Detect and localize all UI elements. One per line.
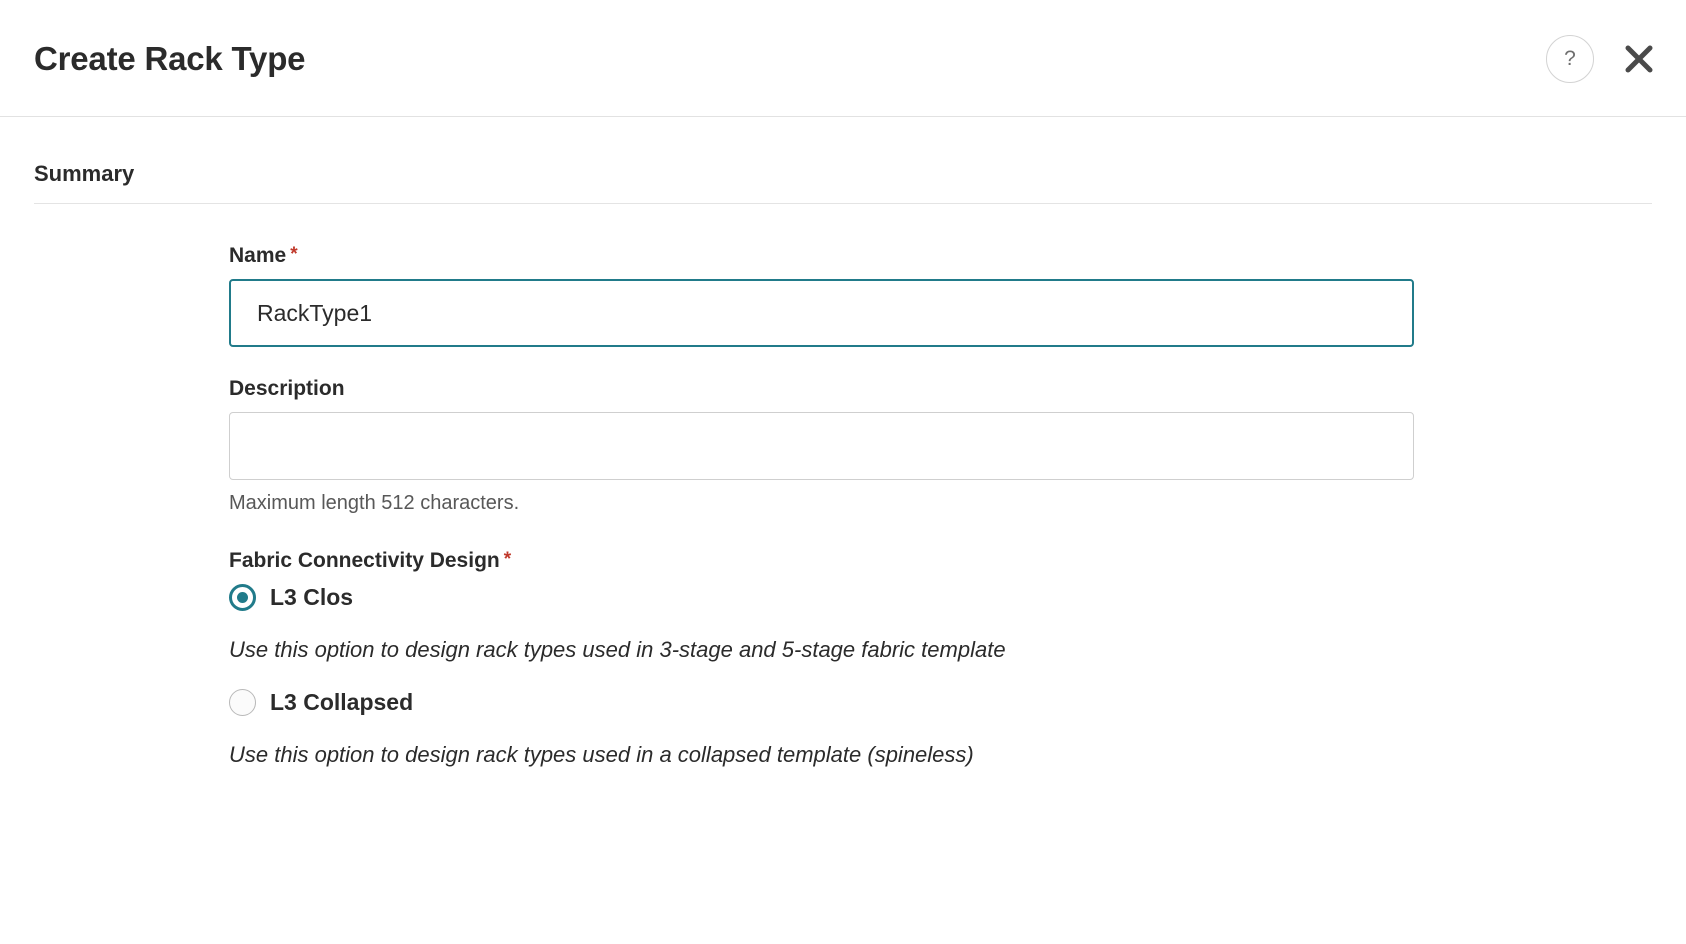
summary-section-title: Summary [34, 117, 1652, 204]
description-helper-text: Maximum length 512 characters. [229, 492, 520, 514]
page-title: Create Rack Type [34, 39, 306, 77]
name-field-block [229, 244, 1652, 347]
help-icon-label: ? [1564, 46, 1576, 70]
fabric-connectivity-design-label-text: Fabric Connectivity Design [229, 549, 500, 572]
radio-description-l3-clos: Use this option to design rack types used in 3-stage and 5-stage fabric template [229, 637, 1006, 662]
description-label [229, 377, 1652, 401]
description-label-text: Description [229, 377, 345, 400]
radio-label-l3-clos[interactable]: L3 Clos [270, 584, 354, 610]
radio-option-l3-clos[interactable] [229, 584, 1652, 611]
radio-label-l3-collapsed[interactable]: L3 Collapsed [270, 689, 414, 715]
close-icon[interactable] [1622, 42, 1656, 76]
fabric-connectivity-design-block [229, 549, 1652, 768]
name-required-marker: * [290, 244, 298, 265]
help-icon[interactable] [1546, 35, 1594, 83]
dialog-header [0, 0, 1686, 117]
header-actions [1546, 0, 1656, 117]
summary-form [34, 204, 1652, 768]
dialog-body [0, 117, 1686, 944]
fabric-connectivity-design-label [229, 549, 1652, 573]
radio-description-l3-collapsed: Use this option to design rack types used in a collapsed template (spineless) [229, 742, 974, 767]
description-field-block [229, 377, 1652, 515]
name-input[interactable] [229, 279, 1414, 347]
description-input[interactable] [229, 412, 1414, 480]
radio-icon-l3-clos[interactable] [229, 584, 256, 611]
radio-icon-l3-collapsed[interactable] [229, 689, 256, 716]
fabric-connectivity-design-required-marker: * [503, 549, 512, 570]
radio-option-l3-collapsed[interactable] [229, 689, 1652, 716]
name-label [229, 244, 1652, 268]
name-label-text: Name [229, 244, 287, 267]
